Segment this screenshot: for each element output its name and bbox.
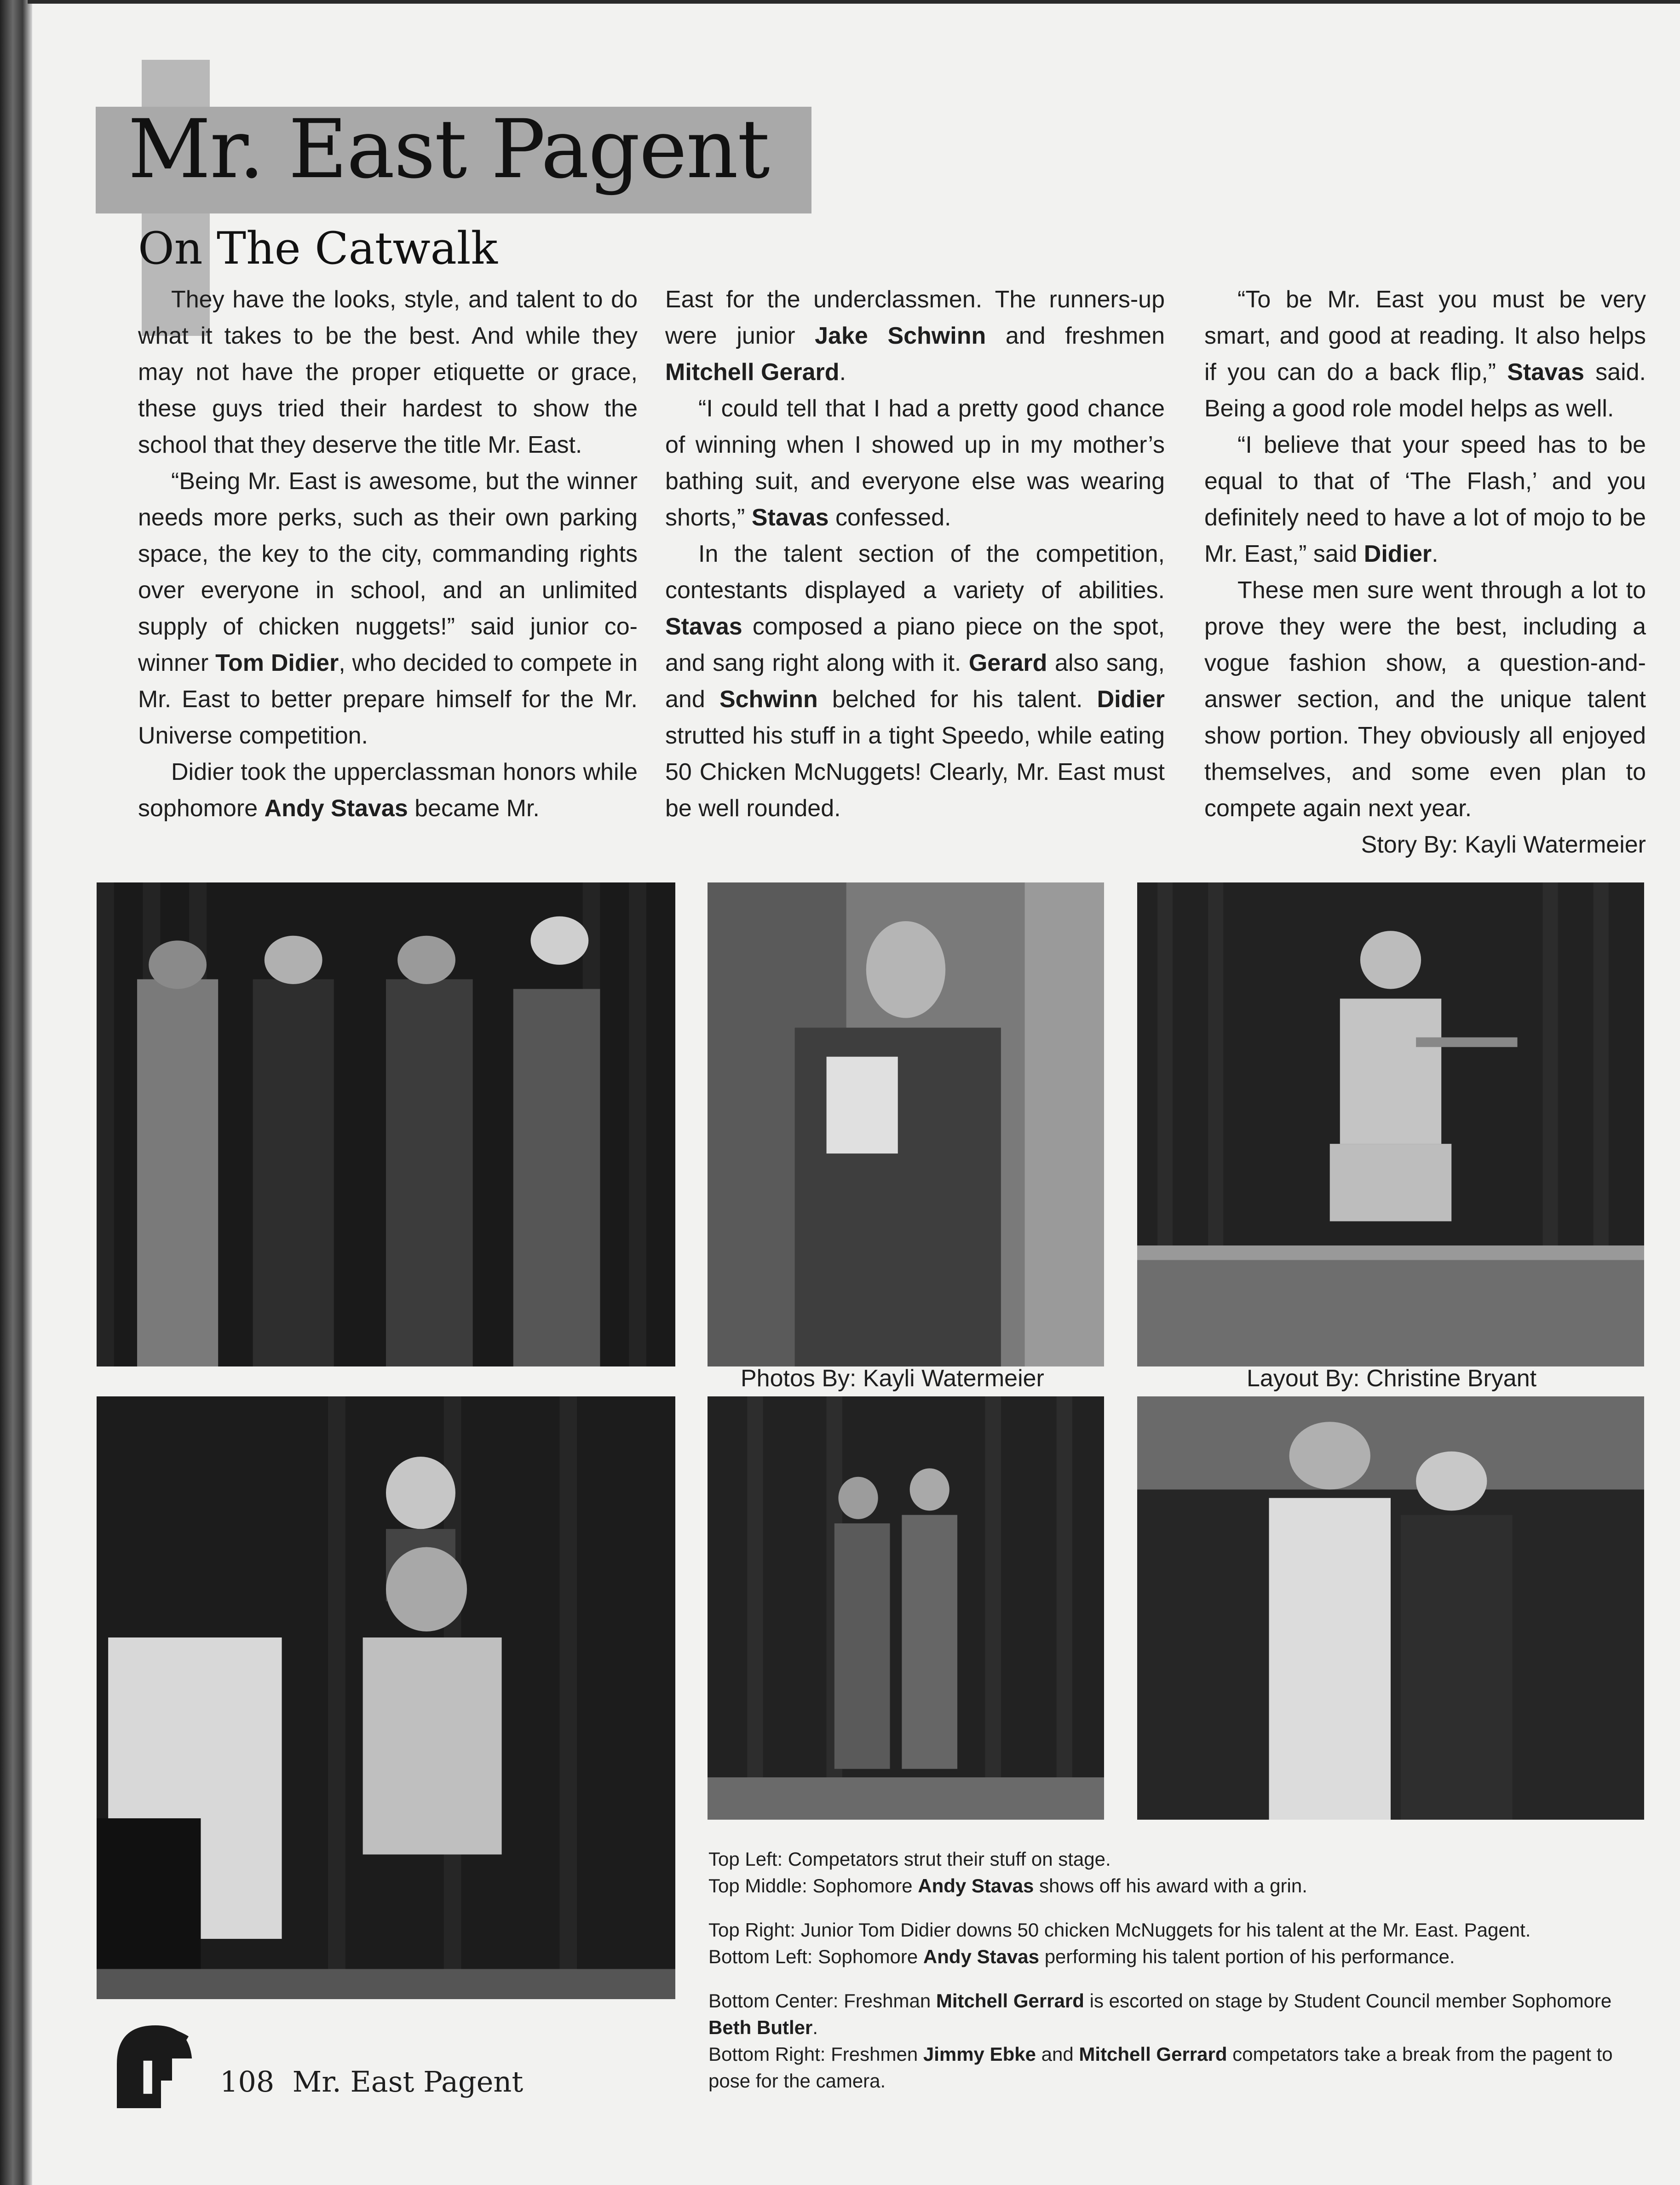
name-highlight: Tom Didier [215, 650, 339, 676]
name-highlight: Stavas [1507, 359, 1584, 386]
name-highlight: Andy Stavas [264, 795, 408, 822]
page-binding-edge [0, 0, 32, 2185]
trojan-helmet-logo-icon [95, 2014, 205, 2125]
paragraph: “I could tell that I had a pretty good chance of winning when I showed up in my mother’s bathing suit, and everyone else was wearing shorts,” Stavas confessed. [665, 395, 1165, 531]
photo-captions [708, 1846, 1638, 2094]
caption: Top Right: Junior Tom Didier downs 50 chicken McNuggets for his talent at the Mr. East. Pagent. [708, 1919, 1531, 1941]
caption: Bottom Right: Freshmen Jimmy Ebke and Mitchell Gerrard competators take a break from the pagent to pose for the camera. [708, 2043, 1613, 2092]
name-highlight: Beth Butler [708, 2017, 813, 2038]
name-highlight: Stavas [665, 613, 742, 640]
name-highlight: Mitchell Gerrard [936, 1990, 1084, 2012]
article-column-1 [138, 282, 638, 827]
name-highlight: Gerard [968, 650, 1047, 676]
layout-credit: Layout By: Christine Bryant [1247, 1365, 1537, 1392]
caption: Bottom Center: Freshman Mitchell Gerrard is escorted on stage by Student Council member Sophomore Beth Butler. [708, 1990, 1612, 2038]
photo-bottom-center-escorted [708, 1396, 1104, 1820]
paragraph: These men sure went through a lot to prove they were the best, including a vogue fashion show, a question-and-answer section, and the unique talent show portion. They obviously all enjoyed themselves, and some even plan to compete again next year. [1204, 577, 1646, 822]
paragraph: “I believe that your speed has to be equal to that of ‘The Flash,’ and you definitely need to have a lot of mojo to be Mr. East,” said Didier. [1204, 432, 1646, 567]
page-subtitle: On The Catwalk [138, 223, 498, 274]
story-credit: Story By: Kayli Watermeier [1361, 831, 1646, 858]
page-title: Mr. East Pagent [128, 102, 769, 196]
paragraph: In the talent section of the competition, contestants displayed a variety of abilities. Stavas composed a piano piece on the spot, and sang right along with it. Gerard also sang, and Schwinn belched for his talent. Didier strutted his stuff in a tight Speedo, while eating 50 Chicken McNuggets! Clearly, Mr. East must be well rounded. [665, 541, 1165, 822]
name-highlight: Stavas [751, 504, 829, 531]
page-folio [220, 2065, 523, 2099]
name-highlight: Andy Stavas [923, 1946, 1040, 1967]
paragraph: “To be Mr. East you must be very smart, and good at reading. It also helps if you can do a back flip,” Stavas said. Being a good role model helps as well. [1204, 286, 1646, 422]
photo-bottom-right-posing [1137, 1396, 1644, 1820]
caption: Top Left: Competators strut their stuff on stage. [708, 1848, 1111, 1870]
name-highlight: Andy Stavas [918, 1875, 1034, 1897]
name-highlight: Jimmy Ebke [923, 2043, 1036, 2065]
caption: Bottom Left: Sophomore Andy Stavas performing his talent portion of his performance. [708, 1946, 1455, 1967]
paragraph: They have the looks, style, and talent to do what it takes to be the best. And while they may not have the proper etiquette or grace, these guys tried their hardest to show the school that they deserve the title Mr. East. [138, 286, 638, 458]
paragraph: East for the underclassmen. The runners-up were junior Jake Schwinn and freshmen Mitchell Gerard. [665, 286, 1165, 386]
name-highlight: Mitchell Gerrard [1079, 2043, 1227, 2065]
article-column-2 [665, 282, 1165, 827]
name-highlight: Didier [1364, 541, 1432, 567]
name-highlight: Mitchell Gerard [665, 359, 840, 386]
photos-credit: Photos By: Kayli Watermeier [741, 1365, 1044, 1392]
name-highlight: Jake Schwinn [815, 323, 986, 349]
photo-top-middle-award [708, 882, 1104, 1366]
photo-bottom-left-piano [97, 1396, 675, 1999]
top-border-line [28, 0, 1680, 4]
caption: Top Middle: Sophomore Andy Stavas shows off his award with a grin. [708, 1875, 1307, 1897]
paragraph: “Being Mr. East is awesome, but the winner needs more perks, such as their own parking space, the key to the city, commanding rights over everyone in school, and an unlimited supply of chicken nuggets!” said junior co-winner Tom Didier, who decided to compete in Mr. East to better prepare himself for the Mr. Universe competition. [138, 468, 638, 749]
name-highlight: Schwinn [719, 686, 818, 713]
photo-top-right-nuggets-talent [1137, 882, 1644, 1366]
page-number: 108 [220, 2065, 275, 2099]
paragraph: Didier took the upperclassman honors while sophomore Andy Stavas became Mr. [138, 759, 638, 822]
photo-top-left-contestants-on-stage [97, 882, 675, 1366]
article-column-3 [1204, 282, 1646, 863]
section-name: Mr. East Pagent [292, 2065, 524, 2099]
name-highlight: Didier [1097, 686, 1165, 713]
